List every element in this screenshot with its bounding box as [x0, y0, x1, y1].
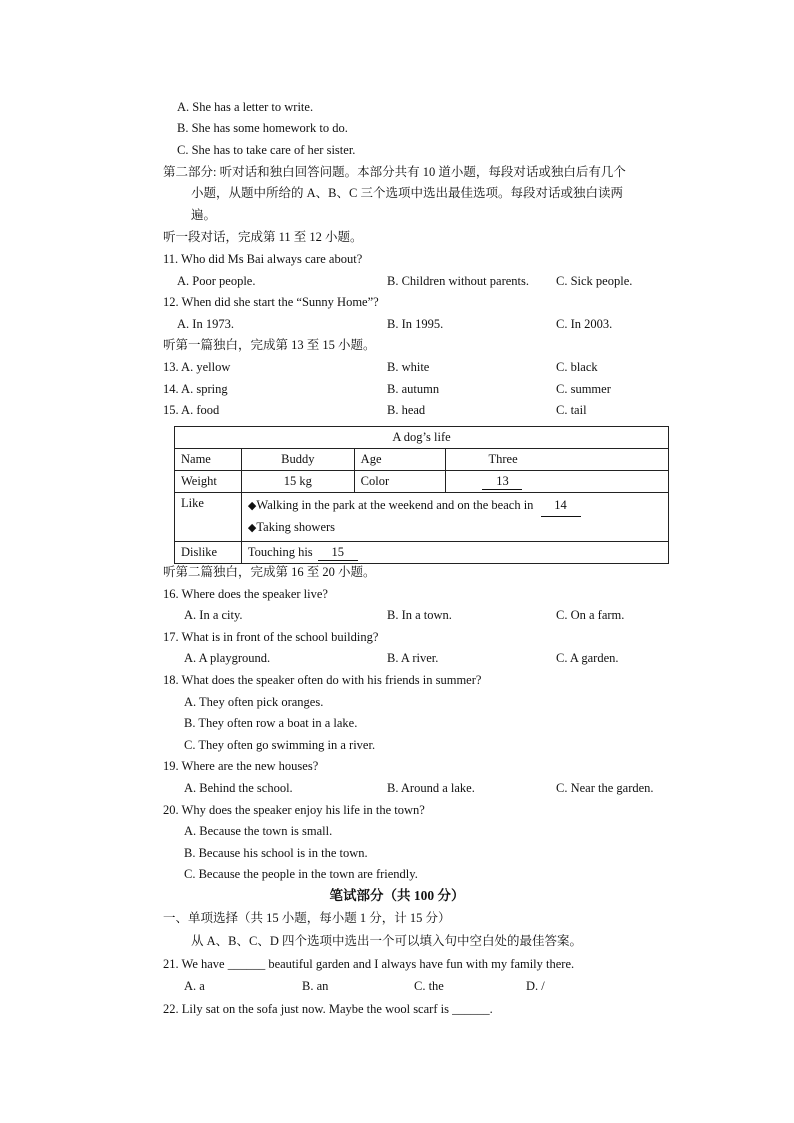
- monologue2-heading: 听第二篇独白，完成第 16 至 20 小题。: [163, 565, 376, 579]
- question-20: 20. Why does the speaker enjoy his life in the town?: [163, 803, 425, 817]
- q21-option-a: A. a: [184, 979, 205, 993]
- q18-option-a: A. They often pick oranges.: [184, 695, 324, 709]
- q11-option-c: C. Sick people.: [556, 274, 633, 288]
- age-label: Age: [354, 449, 446, 471]
- q13-option-c: C. black: [556, 360, 598, 374]
- q15-option-a: 15. A. food: [163, 403, 220, 417]
- q20-option-a: A. Because the town is small.: [184, 824, 333, 838]
- like-item-2: [248, 517, 662, 539]
- question-11: 11. Who did Ms Bai always care about?: [163, 252, 363, 266]
- diamond-bullet-icon: ◆: [247, 500, 257, 512]
- q19-option-a: A. Behind the school.: [184, 781, 293, 795]
- q14-option-b: B. autumn: [387, 382, 440, 396]
- q20-option-b: B. Because his school is in the town.: [184, 846, 368, 860]
- like-label: Like: [175, 493, 242, 542]
- q18-option-c: C. They often go swimming in a river.: [184, 738, 376, 752]
- weight-value: 15 kg: [241, 471, 354, 493]
- q11-option-a: A. Poor people.: [177, 274, 256, 288]
- like-item-1-text: Walking in the park at the weekend and on the beach in: [256, 498, 534, 512]
- section1-instruction: 从 A、B、C、D 四个选项中选出一个可以填入句中空白处的最佳答案。: [191, 934, 582, 948]
- q19-option-c: C. Near the garden.: [556, 781, 654, 795]
- part2-intro-line3: 遍。: [191, 208, 217, 222]
- like-item-1: [248, 495, 662, 517]
- q11-option-b: B. Children without parents.: [387, 274, 529, 288]
- q21-option-d: D. /: [526, 979, 545, 993]
- name-label: Name: [175, 449, 242, 471]
- q16-option-c: C. On a farm.: [556, 608, 625, 622]
- dialogue-heading: 听一段对话，完成第 11 至 12 小题。: [163, 230, 363, 244]
- dislike-label: Dislike: [175, 542, 242, 564]
- q18-option-b: B. They often row a boat in a lake.: [184, 716, 358, 730]
- part2-intro-line1: 第二部分: 听对话和独白回答问题。本部分共有 10 道小题，每段对话或独白后有几个: [163, 165, 626, 179]
- question-21: 21. We have ______ beautiful garden and I always have fun with my family there.: [163, 957, 575, 971]
- monologue1-heading: 听第一篇独白，完成第 13 至 15 小题。: [163, 338, 376, 352]
- question-18: 18. What does the speaker often do with his friends in summer?: [163, 673, 482, 687]
- q21-option-c: C. the: [414, 979, 444, 993]
- blank-14: 14: [541, 495, 581, 517]
- q17-option-b: B. A river.: [387, 651, 439, 665]
- q20-option-c: C. Because the people in the town are friendly.: [184, 867, 418, 881]
- q12-option-c: C. In 2003.: [556, 317, 613, 331]
- q15-option-b: B. head: [387, 403, 426, 417]
- question-19: 19. Where are the new houses?: [163, 759, 319, 773]
- blank-15: 15: [318, 545, 358, 561]
- q21-option-b: B. an: [302, 979, 329, 993]
- q17-option-a: A. A playground.: [184, 651, 271, 665]
- q12-option-a: A. In 1973.: [177, 317, 234, 331]
- option-prev-c: C. She has to take care of her sister.: [177, 143, 356, 157]
- weight-label: Weight: [175, 471, 242, 493]
- q17-option-c: C. A garden.: [556, 651, 619, 665]
- question-17: 17. What is in front of the school building?: [163, 630, 379, 644]
- age-value: [446, 449, 669, 471]
- blank-13: 13: [482, 474, 522, 490]
- table-title: A dog’s life: [175, 427, 669, 449]
- question-12: 12. When did she start the “Sunny Home”?: [163, 295, 379, 309]
- diamond-bullet-icon: ◆: [247, 522, 257, 534]
- q14-option-a: 14. A. spring: [163, 382, 228, 396]
- dislike-cell: [241, 542, 668, 564]
- q12-option-b: B. In 1995.: [387, 317, 444, 331]
- question-16: 16. Where does the speaker live?: [163, 587, 328, 601]
- q15-option-c: C. tail: [556, 403, 587, 417]
- age-text: Three: [488, 452, 518, 466]
- q13-option-a: 13. A. yellow: [163, 360, 231, 374]
- like-item-2-text: Taking showers: [256, 520, 336, 534]
- dog-life-table: [174, 426, 669, 564]
- part2-intro-line2: 小题，从题中所给的 A、B、C 三个选项中选出最佳选项。每段对话或独白读两: [191, 186, 623, 200]
- q16-option-a: A. In a city.: [184, 608, 243, 622]
- option-prev-a: A. She has a letter to write.: [177, 100, 314, 114]
- written-section-title: 笔试部分（共 100 分）: [329, 888, 465, 903]
- like-cell: [241, 493, 668, 542]
- q19-option-b: B. Around a lake.: [387, 781, 475, 795]
- q13-option-b: B. white: [387, 360, 430, 374]
- question-22: 22. Lily sat on the sofa just now. Maybe the wool scarf is ______.: [163, 1002, 493, 1016]
- q16-option-b: B. In a town.: [387, 608, 452, 622]
- q14-option-c: C. summer: [556, 382, 611, 396]
- color-cell: [446, 471, 669, 493]
- dislike-text: Touching his: [247, 544, 313, 559]
- color-label: Color: [354, 471, 446, 493]
- option-prev-b: B. She has some homework to do.: [177, 121, 348, 135]
- section1-heading: 一、单项选择（共 15 小题，每小题 1 分，计 15 分）: [163, 911, 451, 925]
- name-value: Buddy: [241, 449, 354, 471]
